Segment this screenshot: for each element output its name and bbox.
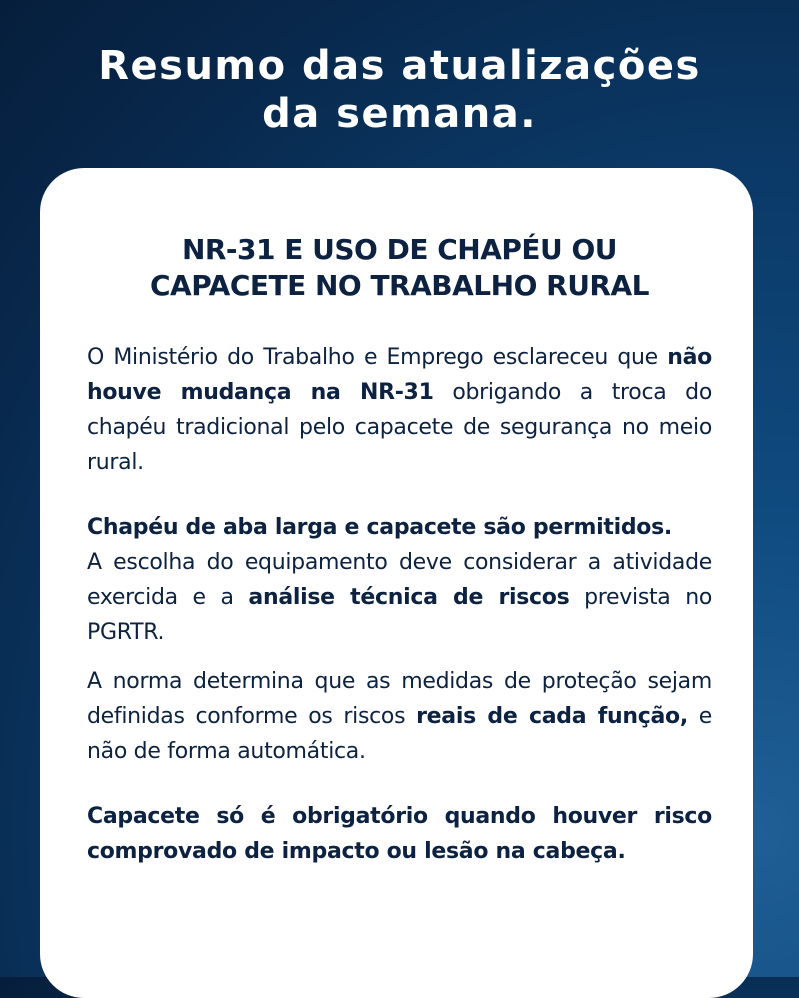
paragraph-ministry-clarification [87, 340, 712, 480]
card-title [87, 232, 712, 304]
paragraph-helmet-requirement [87, 799, 712, 869]
p2-text-2: prevista no PGRTR. [87, 585, 713, 645]
card-title-line-1: NR-31 E USO DE CHAPÉU OU [181, 233, 618, 266]
p1-text-2: obrigando a troca do chapéu tradicional pelo capacete de segurança no meio rural. [87, 380, 712, 475]
p3-bold-1: reais de cada função, [416, 704, 688, 729]
card-title-line-2: CAPACETE NO TRABALHO RURAL [149, 269, 649, 302]
p1-text-1: O Ministério do Trabalho e Emprego esclareceu que [87, 345, 668, 370]
p2-bold-heading: Chapéu de aba larga e capacete são permitidos. [87, 515, 672, 540]
paragraph-norm-measures [87, 664, 712, 769]
content-card [40, 168, 753, 998]
p3-text-2: e não de forma automática. [87, 704, 712, 764]
headline-line-2: da semana. [262, 91, 537, 137]
page-headline [0, 42, 799, 138]
p3-text-1: A norma determina que as medidas de proteção sejam definidas conforme os riscos [87, 669, 712, 729]
headline-line-1: Resumo das atualizações [98, 43, 701, 89]
paragraph-permitted-equipment [87, 510, 712, 650]
p4-bold-1: Capacete só é obrigatório quando houver risco comprovado de impacto ou lesão na cabeça. [87, 804, 712, 864]
p2-text-1: A escolha do equipamento deve considerar a atividade exercida e a [87, 550, 712, 610]
p1-bold-1: não houve mudança na NR-31 [87, 345, 712, 405]
p2-bold-2: análise técnica de riscos [248, 585, 570, 610]
